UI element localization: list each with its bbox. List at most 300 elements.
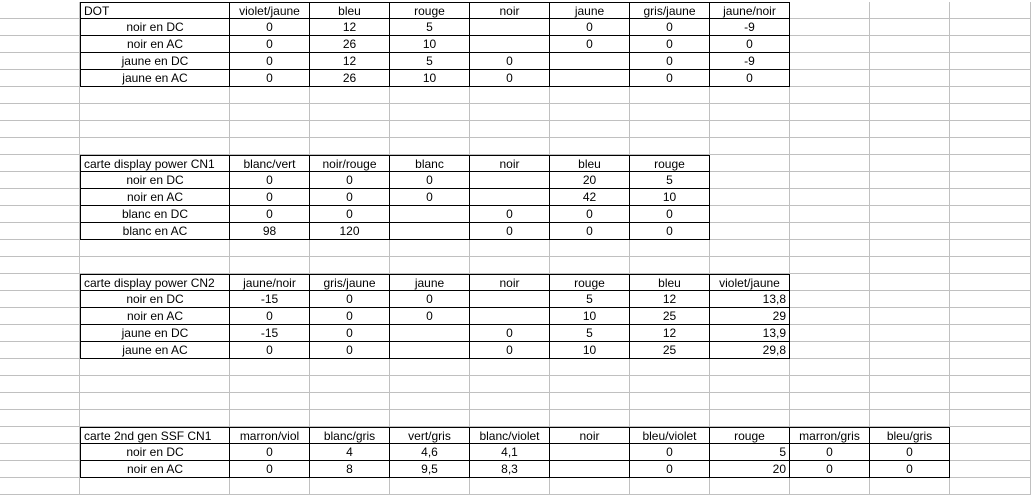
column-header[interactable]: rouge <box>390 2 470 19</box>
column-header[interactable]: violet/jaune <box>230 2 310 19</box>
table-cell[interactable]: 0 <box>630 206 710 223</box>
table-cell[interactable]: 0 <box>630 70 710 87</box>
empty-cell[interactable] <box>710 223 790 240</box>
empty-cell[interactable] <box>230 478 310 495</box>
empty-cell[interactable] <box>390 257 470 274</box>
empty-cell[interactable] <box>950 325 1031 342</box>
empty-cell[interactable] <box>0 427 80 444</box>
column-header[interactable]: blanc/vert <box>230 155 310 172</box>
empty-cell[interactable] <box>790 376 870 393</box>
table-cell[interactable]: 0 <box>230 342 310 359</box>
table-cell[interactable]: 0 <box>630 53 710 70</box>
empty-cell[interactable] <box>630 257 710 274</box>
empty-cell[interactable] <box>870 393 950 410</box>
empty-cell[interactable] <box>310 359 390 376</box>
row-label[interactable]: blanc en AC <box>80 223 230 240</box>
empty-cell[interactable] <box>310 104 390 121</box>
empty-cell[interactable] <box>790 206 870 223</box>
table-cell[interactable] <box>470 189 550 206</box>
empty-cell[interactable] <box>790 240 870 257</box>
table-cell[interactable]: 0 <box>230 206 310 223</box>
empty-cell[interactable] <box>390 359 470 376</box>
empty-cell[interactable] <box>710 478 790 495</box>
table-cell[interactable]: 5 <box>550 291 630 308</box>
empty-cell[interactable] <box>950 376 1031 393</box>
row-label[interactable]: blanc en DC <box>80 206 230 223</box>
table-cell[interactable]: 29,8 <box>710 342 790 359</box>
empty-cell[interactable] <box>310 240 390 257</box>
empty-cell[interactable] <box>80 478 230 495</box>
empty-cell[interactable] <box>0 274 80 291</box>
table-cell[interactable]: 20 <box>710 461 790 478</box>
table-cell[interactable]: 0 <box>630 36 710 53</box>
table-cell[interactable]: 10 <box>390 70 470 87</box>
table-cell[interactable]: 0 <box>470 342 550 359</box>
empty-cell[interactable] <box>390 376 470 393</box>
table-title[interactable]: carte 2nd gen SSF CN1 <box>80 427 230 444</box>
empty-cell[interactable] <box>630 410 710 427</box>
empty-cell[interactable] <box>870 104 950 121</box>
column-header[interactable]: bleu <box>310 2 390 19</box>
column-header[interactable]: marron/gris <box>790 427 870 444</box>
empty-cell[interactable] <box>950 53 1031 70</box>
empty-cell[interactable] <box>230 138 310 155</box>
empty-cell[interactable] <box>0 359 80 376</box>
table-cell[interactable] <box>470 36 550 53</box>
table-cell[interactable]: 0 <box>390 189 470 206</box>
empty-cell[interactable] <box>790 19 870 36</box>
column-header[interactable]: blanc/gris <box>310 427 390 444</box>
empty-cell[interactable] <box>550 257 630 274</box>
empty-cell[interactable] <box>870 19 950 36</box>
empty-cell[interactable] <box>870 240 950 257</box>
empty-cell[interactable] <box>390 410 470 427</box>
empty-cell[interactable] <box>950 138 1031 155</box>
empty-cell[interactable] <box>790 308 870 325</box>
empty-cell[interactable] <box>790 70 870 87</box>
empty-cell[interactable] <box>710 240 790 257</box>
table-cell[interactable]: 12 <box>630 291 710 308</box>
empty-cell[interactable] <box>950 121 1031 138</box>
empty-cell[interactable] <box>790 138 870 155</box>
table-cell[interactable]: 0 <box>310 172 390 189</box>
empty-cell[interactable] <box>0 410 80 427</box>
empty-cell[interactable] <box>550 87 630 104</box>
empty-cell[interactable] <box>790 104 870 121</box>
empty-cell[interactable] <box>230 359 310 376</box>
empty-cell[interactable] <box>630 376 710 393</box>
column-header[interactable]: gris/jaune <box>630 2 710 19</box>
table-cell[interactable]: 13,9 <box>710 325 790 342</box>
empty-cell[interactable] <box>550 410 630 427</box>
empty-cell[interactable] <box>950 444 1031 461</box>
table-cell[interactable]: 0 <box>230 308 310 325</box>
column-header[interactable]: bleu <box>630 274 710 291</box>
empty-cell[interactable] <box>870 325 950 342</box>
empty-cell[interactable] <box>550 393 630 410</box>
table-cell[interactable] <box>390 223 470 240</box>
table-cell[interactable]: 0 <box>710 36 790 53</box>
table-cell[interactable]: 0 <box>230 461 310 478</box>
table-cell[interactable]: -9 <box>710 19 790 36</box>
table-cell[interactable]: 0 <box>230 19 310 36</box>
table-cell[interactable]: 0 <box>470 206 550 223</box>
empty-cell[interactable] <box>870 172 950 189</box>
empty-cell[interactable] <box>310 138 390 155</box>
empty-cell[interactable] <box>470 359 550 376</box>
table-title[interactable]: carte display power CN1 <box>80 155 230 172</box>
empty-cell[interactable] <box>0 53 80 70</box>
empty-cell[interactable] <box>470 478 550 495</box>
empty-cell[interactable] <box>950 308 1031 325</box>
empty-cell[interactable] <box>870 291 950 308</box>
empty-cell[interactable] <box>80 257 230 274</box>
empty-cell[interactable] <box>470 240 550 257</box>
table-cell[interactable]: 0 <box>550 223 630 240</box>
column-header[interactable]: blanc/violet <box>470 427 550 444</box>
column-header[interactable]: blanc <box>390 155 470 172</box>
empty-cell[interactable] <box>950 206 1031 223</box>
empty-cell[interactable] <box>0 257 80 274</box>
empty-cell[interactable] <box>710 359 790 376</box>
empty-cell[interactable] <box>80 410 230 427</box>
table-cell[interactable] <box>550 444 630 461</box>
column-header[interactable]: marron/viol <box>230 427 310 444</box>
empty-cell[interactable] <box>390 87 470 104</box>
table-cell[interactable]: 0 <box>790 461 870 478</box>
empty-cell[interactable] <box>950 36 1031 53</box>
table-cell[interactable]: 20 <box>550 172 630 189</box>
empty-cell[interactable] <box>0 376 80 393</box>
column-header[interactable]: noir/rouge <box>310 155 390 172</box>
table-cell[interactable]: 0 <box>550 19 630 36</box>
empty-cell[interactable] <box>790 2 870 19</box>
empty-cell[interactable] <box>80 393 230 410</box>
empty-cell[interactable] <box>870 342 950 359</box>
empty-cell[interactable] <box>870 478 950 495</box>
empty-cell[interactable] <box>80 87 230 104</box>
table-cell[interactable]: 29 <box>710 308 790 325</box>
table-cell[interactable]: 8 <box>310 461 390 478</box>
table-cell[interactable]: 0 <box>230 36 310 53</box>
column-header[interactable]: gris/jaune <box>310 274 390 291</box>
empty-cell[interactable] <box>870 53 950 70</box>
table-cell[interactable]: 0 <box>630 444 710 461</box>
empty-cell[interactable] <box>0 393 80 410</box>
empty-cell[interactable] <box>0 155 80 172</box>
row-label[interactable]: jaune en DC <box>80 325 230 342</box>
empty-cell[interactable] <box>470 121 550 138</box>
table-cell[interactable]: 0 <box>310 308 390 325</box>
empty-cell[interactable] <box>390 240 470 257</box>
column-header[interactable]: jaune/noir <box>710 2 790 19</box>
empty-cell[interactable] <box>950 359 1031 376</box>
empty-cell[interactable] <box>790 478 870 495</box>
empty-cell[interactable] <box>230 87 310 104</box>
empty-cell[interactable] <box>550 376 630 393</box>
table-cell[interactable]: 0 <box>230 53 310 70</box>
empty-cell[interactable] <box>790 172 870 189</box>
table-cell[interactable] <box>550 70 630 87</box>
empty-cell[interactable] <box>630 138 710 155</box>
empty-cell[interactable] <box>950 291 1031 308</box>
empty-cell[interactable] <box>870 308 950 325</box>
empty-cell[interactable] <box>950 155 1031 172</box>
empty-cell[interactable] <box>870 274 950 291</box>
empty-cell[interactable] <box>710 155 790 172</box>
column-header[interactable]: bleu/violet <box>630 427 710 444</box>
empty-cell[interactable] <box>550 240 630 257</box>
empty-cell[interactable] <box>310 87 390 104</box>
empty-cell[interactable] <box>230 104 310 121</box>
table-cell[interactable]: 9,5 <box>390 461 470 478</box>
empty-cell[interactable] <box>630 393 710 410</box>
empty-cell[interactable] <box>790 36 870 53</box>
table-cell[interactable]: 5 <box>550 325 630 342</box>
column-header[interactable]: jaune <box>550 2 630 19</box>
table-cell[interactable]: 26 <box>310 70 390 87</box>
table-cell[interactable]: 0 <box>470 325 550 342</box>
empty-cell[interactable] <box>0 478 80 495</box>
empty-cell[interactable] <box>0 70 80 87</box>
row-label[interactable]: noir en AC <box>80 461 230 478</box>
table-cell[interactable]: 0 <box>230 444 310 461</box>
empty-cell[interactable] <box>950 240 1031 257</box>
empty-cell[interactable] <box>950 104 1031 121</box>
column-header[interactable]: noir <box>550 427 630 444</box>
empty-cell[interactable] <box>870 70 950 87</box>
empty-cell[interactable] <box>950 257 1031 274</box>
empty-cell[interactable] <box>310 376 390 393</box>
empty-cell[interactable] <box>950 427 1031 444</box>
row-label[interactable]: jaune en AC <box>80 342 230 359</box>
empty-cell[interactable] <box>870 223 950 240</box>
empty-cell[interactable] <box>790 155 870 172</box>
column-header[interactable]: vert/gris <box>390 427 470 444</box>
table-cell[interactable]: 0 <box>230 70 310 87</box>
table-title[interactable]: carte display power CN2 <box>80 274 230 291</box>
empty-cell[interactable] <box>950 342 1031 359</box>
table-cell[interactable]: 0 <box>630 223 710 240</box>
table-cell[interactable]: -15 <box>230 291 310 308</box>
empty-cell[interactable] <box>310 257 390 274</box>
empty-cell[interactable] <box>0 104 80 121</box>
empty-cell[interactable] <box>950 478 1031 495</box>
table-cell[interactable] <box>470 291 550 308</box>
empty-cell[interactable] <box>80 376 230 393</box>
empty-cell[interactable] <box>950 274 1031 291</box>
empty-cell[interactable] <box>790 410 870 427</box>
empty-cell[interactable] <box>870 2 950 19</box>
empty-cell[interactable] <box>470 410 550 427</box>
table-cell[interactable]: 4 <box>310 444 390 461</box>
empty-cell[interactable] <box>710 87 790 104</box>
empty-cell[interactable] <box>870 87 950 104</box>
empty-cell[interactable] <box>390 393 470 410</box>
table-cell[interactable] <box>470 308 550 325</box>
empty-cell[interactable] <box>950 223 1031 240</box>
empty-cell[interactable] <box>790 87 870 104</box>
empty-cell[interactable] <box>390 138 470 155</box>
row-label[interactable]: noir en DC <box>80 444 230 461</box>
table-cell[interactable]: 0 <box>230 189 310 206</box>
table-cell[interactable]: 0 <box>710 70 790 87</box>
empty-cell[interactable] <box>710 172 790 189</box>
column-header[interactable]: jaune <box>390 274 470 291</box>
table-cell[interactable]: 26 <box>310 36 390 53</box>
empty-cell[interactable] <box>870 138 950 155</box>
empty-cell[interactable] <box>80 240 230 257</box>
empty-cell[interactable] <box>790 393 870 410</box>
table-cell[interactable] <box>390 325 470 342</box>
empty-cell[interactable] <box>790 53 870 70</box>
empty-cell[interactable] <box>0 342 80 359</box>
empty-cell[interactable] <box>790 342 870 359</box>
empty-cell[interactable] <box>790 359 870 376</box>
table-cell[interactable]: 0 <box>390 172 470 189</box>
empty-cell[interactable] <box>710 189 790 206</box>
table-cell[interactable]: 12 <box>310 19 390 36</box>
table-cell[interactable] <box>550 53 630 70</box>
empty-cell[interactable] <box>230 410 310 427</box>
row-label[interactable]: noir en DC <box>80 19 230 36</box>
table-cell[interactable]: 0 <box>870 461 950 478</box>
table-cell[interactable]: 10 <box>390 36 470 53</box>
table-cell[interactable]: 0 <box>870 444 950 461</box>
row-label[interactable]: jaune en DC <box>80 53 230 70</box>
table-cell[interactable]: 10 <box>550 342 630 359</box>
empty-cell[interactable] <box>870 257 950 274</box>
table-cell[interactable]: 5 <box>390 53 470 70</box>
table-cell[interactable]: 0 <box>630 461 710 478</box>
empty-cell[interactable] <box>870 36 950 53</box>
table-cell[interactable]: 5 <box>630 172 710 189</box>
empty-cell[interactable] <box>390 104 470 121</box>
table-cell[interactable]: 10 <box>550 308 630 325</box>
table-cell[interactable]: 8,3 <box>470 461 550 478</box>
column-header[interactable]: rouge <box>550 274 630 291</box>
empty-cell[interactable] <box>710 121 790 138</box>
empty-cell[interactable] <box>870 359 950 376</box>
table-cell[interactable]: 0 <box>390 291 470 308</box>
empty-cell[interactable] <box>470 376 550 393</box>
row-label[interactable]: noir en AC <box>80 308 230 325</box>
table-cell[interactable]: 0 <box>310 189 390 206</box>
table-cell[interactable]: 120 <box>310 223 390 240</box>
empty-cell[interactable] <box>550 359 630 376</box>
row-label[interactable]: noir en AC <box>80 189 230 206</box>
table-cell[interactable]: 42 <box>550 189 630 206</box>
empty-cell[interactable] <box>550 478 630 495</box>
empty-cell[interactable] <box>0 240 80 257</box>
empty-cell[interactable] <box>950 461 1031 478</box>
table-cell[interactable]: 0 <box>790 444 870 461</box>
empty-cell[interactable] <box>950 172 1031 189</box>
empty-cell[interactable] <box>230 121 310 138</box>
empty-cell[interactable] <box>870 410 950 427</box>
empty-cell[interactable] <box>790 274 870 291</box>
column-header[interactable]: noir <box>470 2 550 19</box>
empty-cell[interactable] <box>630 121 710 138</box>
column-header[interactable]: jaune/noir <box>230 274 310 291</box>
empty-cell[interactable] <box>0 291 80 308</box>
table-cell[interactable]: 10 <box>630 189 710 206</box>
table-title[interactable]: DOT <box>80 2 230 19</box>
table-cell[interactable]: 0 <box>230 172 310 189</box>
table-cell[interactable]: 4,1 <box>470 444 550 461</box>
empty-cell[interactable] <box>870 189 950 206</box>
empty-cell[interactable] <box>870 121 950 138</box>
column-header[interactable]: rouge <box>710 427 790 444</box>
empty-cell[interactable] <box>950 2 1031 19</box>
empty-cell[interactable] <box>0 121 80 138</box>
table-cell[interactable] <box>470 19 550 36</box>
empty-cell[interactable] <box>870 206 950 223</box>
empty-cell[interactable] <box>0 223 80 240</box>
empty-cell[interactable] <box>470 87 550 104</box>
empty-cell[interactable] <box>80 138 230 155</box>
empty-cell[interactable] <box>0 2 80 19</box>
empty-cell[interactable] <box>710 138 790 155</box>
empty-cell[interactable] <box>630 104 710 121</box>
empty-cell[interactable] <box>790 325 870 342</box>
empty-cell[interactable] <box>710 206 790 223</box>
empty-cell[interactable] <box>630 87 710 104</box>
empty-cell[interactable] <box>230 257 310 274</box>
empty-cell[interactable] <box>390 478 470 495</box>
table-cell[interactable]: 0 <box>470 70 550 87</box>
empty-cell[interactable] <box>0 189 80 206</box>
table-cell[interactable]: 5 <box>390 19 470 36</box>
empty-cell[interactable] <box>710 376 790 393</box>
table-cell[interactable]: 0 <box>310 291 390 308</box>
empty-cell[interactable] <box>80 121 230 138</box>
empty-cell[interactable] <box>870 376 950 393</box>
empty-cell[interactable] <box>0 87 80 104</box>
empty-cell[interactable] <box>310 410 390 427</box>
empty-cell[interactable] <box>0 19 80 36</box>
empty-cell[interactable] <box>950 19 1031 36</box>
table-cell[interactable]: 13,8 <box>710 291 790 308</box>
table-cell[interactable]: 0 <box>310 325 390 342</box>
empty-cell[interactable] <box>790 257 870 274</box>
table-cell[interactable]: -9 <box>710 53 790 70</box>
empty-cell[interactable] <box>230 376 310 393</box>
table-cell[interactable]: 12 <box>310 53 390 70</box>
empty-cell[interactable] <box>550 121 630 138</box>
table-cell[interactable]: 0 <box>310 206 390 223</box>
column-header[interactable]: noir <box>470 274 550 291</box>
empty-cell[interactable] <box>470 257 550 274</box>
table-cell[interactable]: 0 <box>470 223 550 240</box>
empty-cell[interactable] <box>710 257 790 274</box>
row-label[interactable]: noir en DC <box>80 291 230 308</box>
empty-cell[interactable] <box>0 138 80 155</box>
empty-cell[interactable] <box>630 478 710 495</box>
empty-cell[interactable] <box>950 189 1031 206</box>
empty-cell[interactable] <box>230 240 310 257</box>
table-cell[interactable]: -15 <box>230 325 310 342</box>
empty-cell[interactable] <box>0 325 80 342</box>
empty-cell[interactable] <box>710 104 790 121</box>
table-cell[interactable]: 25 <box>630 342 710 359</box>
table-cell[interactable]: 0 <box>390 308 470 325</box>
column-header[interactable]: violet/jaune <box>710 274 790 291</box>
empty-cell[interactable] <box>470 393 550 410</box>
empty-cell[interactable] <box>390 121 470 138</box>
table-cell[interactable]: 0 <box>630 19 710 36</box>
empty-cell[interactable] <box>790 121 870 138</box>
